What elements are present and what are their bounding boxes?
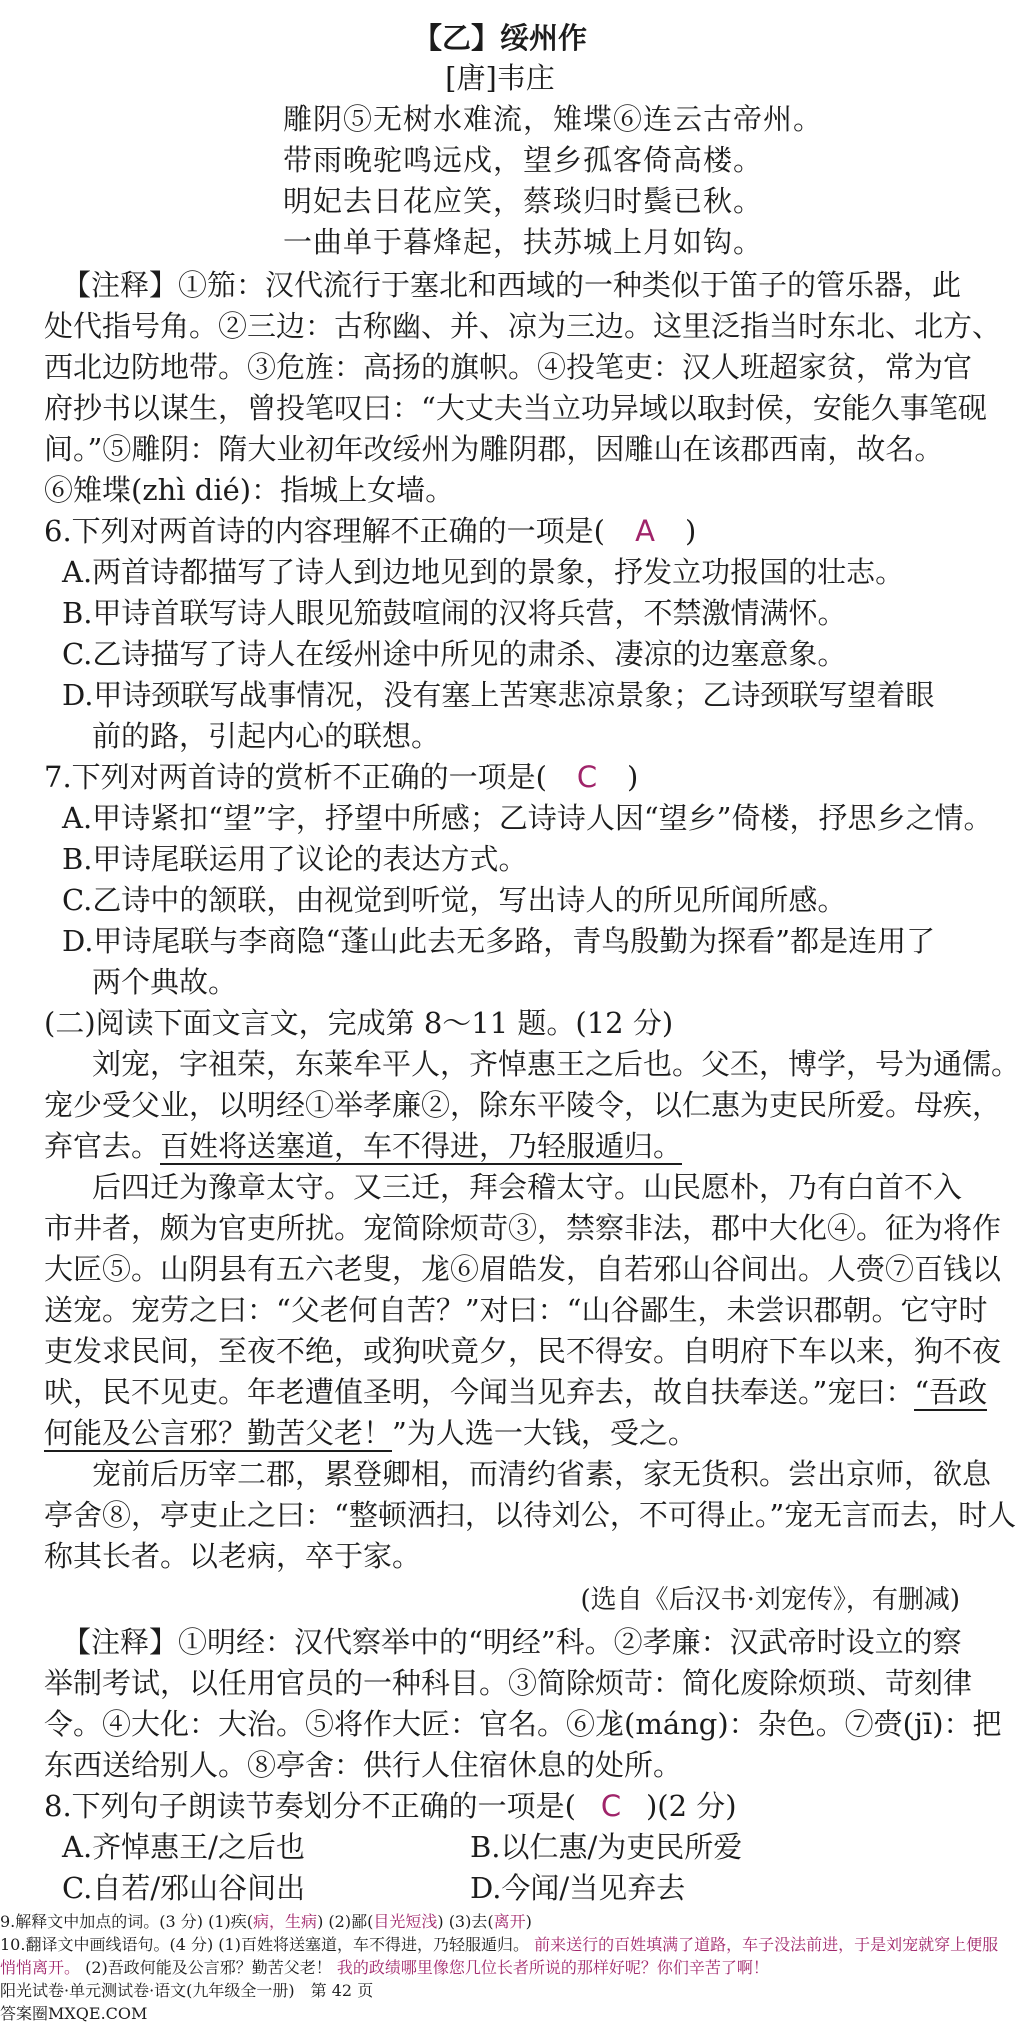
question-6-stem: 6.下列对两首诗的内容理解不正确的一项是( A ) [44, 514, 697, 548]
passage-line: 吠，民不见吏。年老遭值圣明，今闻当见弃去，故自扶奉送。”宠曰：“吾政 [44, 1375, 988, 1409]
source-citation: (选自《后汉书·刘宠传》，有删减) [580, 1585, 960, 1615]
notes-line: 府抄书以谋生，曾投笔叹曰：“大丈夫当立功异域以取封侯，安能久事笔砚 [44, 391, 987, 425]
question-7-answer: C [576, 760, 598, 794]
question-6-answer: A [635, 514, 655, 548]
poem-line: 一曲单于暮烽起，扶苏城上月如钩。 [283, 225, 764, 259]
option: D.今闻/当见弃去 [470, 1871, 686, 1905]
question-8-answer: C [600, 1789, 622, 1823]
passage-line: 弃官去。百姓将送塞道，车不得进，乃轻服遁归。 [44, 1129, 683, 1163]
question-10: 10.翻译文中画线语句。(4 分) (1)百姓将送塞道，车不得进，乃轻服遁归。 前来送行的百姓填满了道路，车子没法前进，于是刘宠就穿上便服悄悄离开。 (2)吾政何能及公言邪？勤苦父老！ 我的政绩哪里像您几位长者所说的那样好呢？你们辛苦了啊！ [0, 1935, 999, 1977]
notes-line: ⑥雉堞(zhì dié)：指城上女墙。 [44, 473, 455, 507]
poem-title: 【乙】绥州作 [412, 21, 587, 55]
passage-line: 大匠⑤。山阴县有五六老叟，尨⑥眉皓发，自若邪山谷间出。人赍⑦百钱以 [44, 1252, 1002, 1286]
question-9: 9.解释文中加点的词。(3 分) (1)疾(病，生病) (2)鄙(目光短浅) (3)去(离开) [0, 1912, 532, 1931]
notes-line: 西北边防地带。③危旌：高扬的旗帜。④投笔吏：汉人班超家贫，常为官 [44, 350, 973, 384]
option: D.甲诗颈联写战事情况，没有塞上苦寒悲凉景象；乙诗颈联写望着眼 [62, 678, 935, 712]
passage-line: 市井者，颇为官吏所扰。宠简除烦苛③，禁察非法，郡中大化④。征为将作 [44, 1211, 1002, 1245]
option: 两个典故。 [92, 965, 238, 999]
option: B.以仁惠/为吏民所爱 [470, 1830, 743, 1864]
passage-line: 宠少受父业，以明经①举孝廉②，除东平陵令，以仁惠为吏民所爱。母疾， [44, 1088, 1002, 1122]
page-footer: 阳光试卷·单元测试卷·语文(九年级全一册) 第 42 页 [0, 1981, 374, 2000]
option: C.乙诗描写了诗人在绥州途中所见的肃杀、凄凉的边塞意象。 [62, 637, 847, 671]
underlined-sentence: 何能及公言邪？勤苦父老！ [44, 1416, 393, 1450]
notes-line: 【注释】①笳：汉代流行于塞北和西域的一种类似于笛子的管乐器，此 [62, 268, 962, 302]
option: C.乙诗中的颔联，由视觉到听觉，写出诗人的所见所闻所感。 [62, 883, 847, 917]
poem-author: [唐]韦庄 [445, 61, 555, 95]
notes-line: 间。”⑤雕阴：隋大业初年改绥州为雕阴郡，因雕山在该郡西南，故名。 [44, 432, 944, 466]
notes-line: 举制考试，以任用官员的一种科目。③简除烦苛：简化废除烦琐、苛刻律 [44, 1666, 973, 1700]
passage-line: 宠前后历宰二郡，累登卿相，而清约省素，家无货积。尝出京师，欲息 [92, 1457, 992, 1491]
passage-line: 后四迁为豫章太守。又三迁，拜会稽太守。山民愿朴，乃有白首不入 [92, 1170, 963, 1204]
watermark: 答案圈MXQE.COM [0, 2004, 148, 2023]
underlined-sentence: 百姓将送塞道，车不得进，乃轻服遁归。 [160, 1129, 683, 1163]
notes-line: 【注释】①明经：汉代察举中的“明经”科。②孝廉：汉武帝时设立的察 [62, 1625, 962, 1659]
underlined-sentence: “吾政 [914, 1375, 988, 1409]
poem-line: 明妃去日花应笑，蔡琰归时鬓已秋。 [283, 184, 764, 218]
option: B.甲诗尾联运用了议论的表达方式。 [62, 842, 528, 876]
passage-line: 送宠。宠劳之曰：“父老何自苦？”对曰：“山谷鄙生，未尝识郡朝。它守时 [44, 1293, 988, 1327]
continuation [0, 1909, 1000, 2023]
option: A.甲诗紧扣“望”字，抒望中所感；乙诗诗人因“望乡”倚楼，抒思乡之情。 [62, 801, 993, 835]
option: 前的路，引起内心的联想。 [92, 719, 441, 753]
passage-line: 何能及公言邪？勤苦父老！”为人选一大钱，受之。 [44, 1416, 697, 1450]
passage-line: 刘宠，字祖荣，东莱牟平人，齐悼惠王之后也。父丕，博学，号为通儒。 [92, 1047, 1020, 1081]
section-heading: (二)阅读下面文言文，完成第 8～11 题。(12 分) [44, 1006, 674, 1040]
passage-line: 亭舍⑧，亭吏止之曰：“整顿洒扫，以待刘公，不可得止。”宠无言而去，时人 [44, 1498, 1017, 1532]
poem-line: 雕阴⑤无树水难流，雉堞⑥连云古帝州。 [283, 102, 824, 136]
notes-line: 东西送给别人。⑧亭舍：供行人住宿休息的处所。 [44, 1748, 683, 1782]
passage-line: 称其长者。以老病，卒于家。 [44, 1539, 422, 1573]
option: A.齐悼惠王/之后也 [62, 1830, 305, 1864]
poem-line: 带雨晚驼鸣远戍，望乡孤客倚高楼。 [283, 143, 764, 177]
notes-line: 令。④大化：大治。⑤将作大匠：官名。⑥尨(máng)：杂色。⑦赍(jī)：把 [44, 1707, 1002, 1741]
question-8-stem: 8.下列句子朗读节奏划分不正确的一项是( C )(2 分) [44, 1789, 737, 1823]
question-7-stem: 7.下列对两首诗的赏析不正确的一项是( C ) [44, 760, 639, 794]
option: A.两首诗都描写了诗人到边地见到的景象，抒发立功报国的壮志。 [62, 555, 905, 589]
option: B.甲诗首联写诗人眼见笳鼓喧闹的汉将兵营，不禁激情满怀。 [62, 596, 847, 630]
option: C.自若/邪山谷间出 [62, 1871, 306, 1905]
option: D.甲诗尾联与李商隐“蓬山此去无多路，青鸟殷勤为探看”都是连用了 [62, 924, 936, 958]
passage-line: 吏发求民间，至夜不绝，或狗吠竟夕，民不得安。自明府下车以来，狗不夜 [44, 1334, 1002, 1368]
notes-line: 处代指号角。②三边：古称幽、并、凉为三边。这里泛指当时东北、北方、 [44, 309, 1002, 343]
